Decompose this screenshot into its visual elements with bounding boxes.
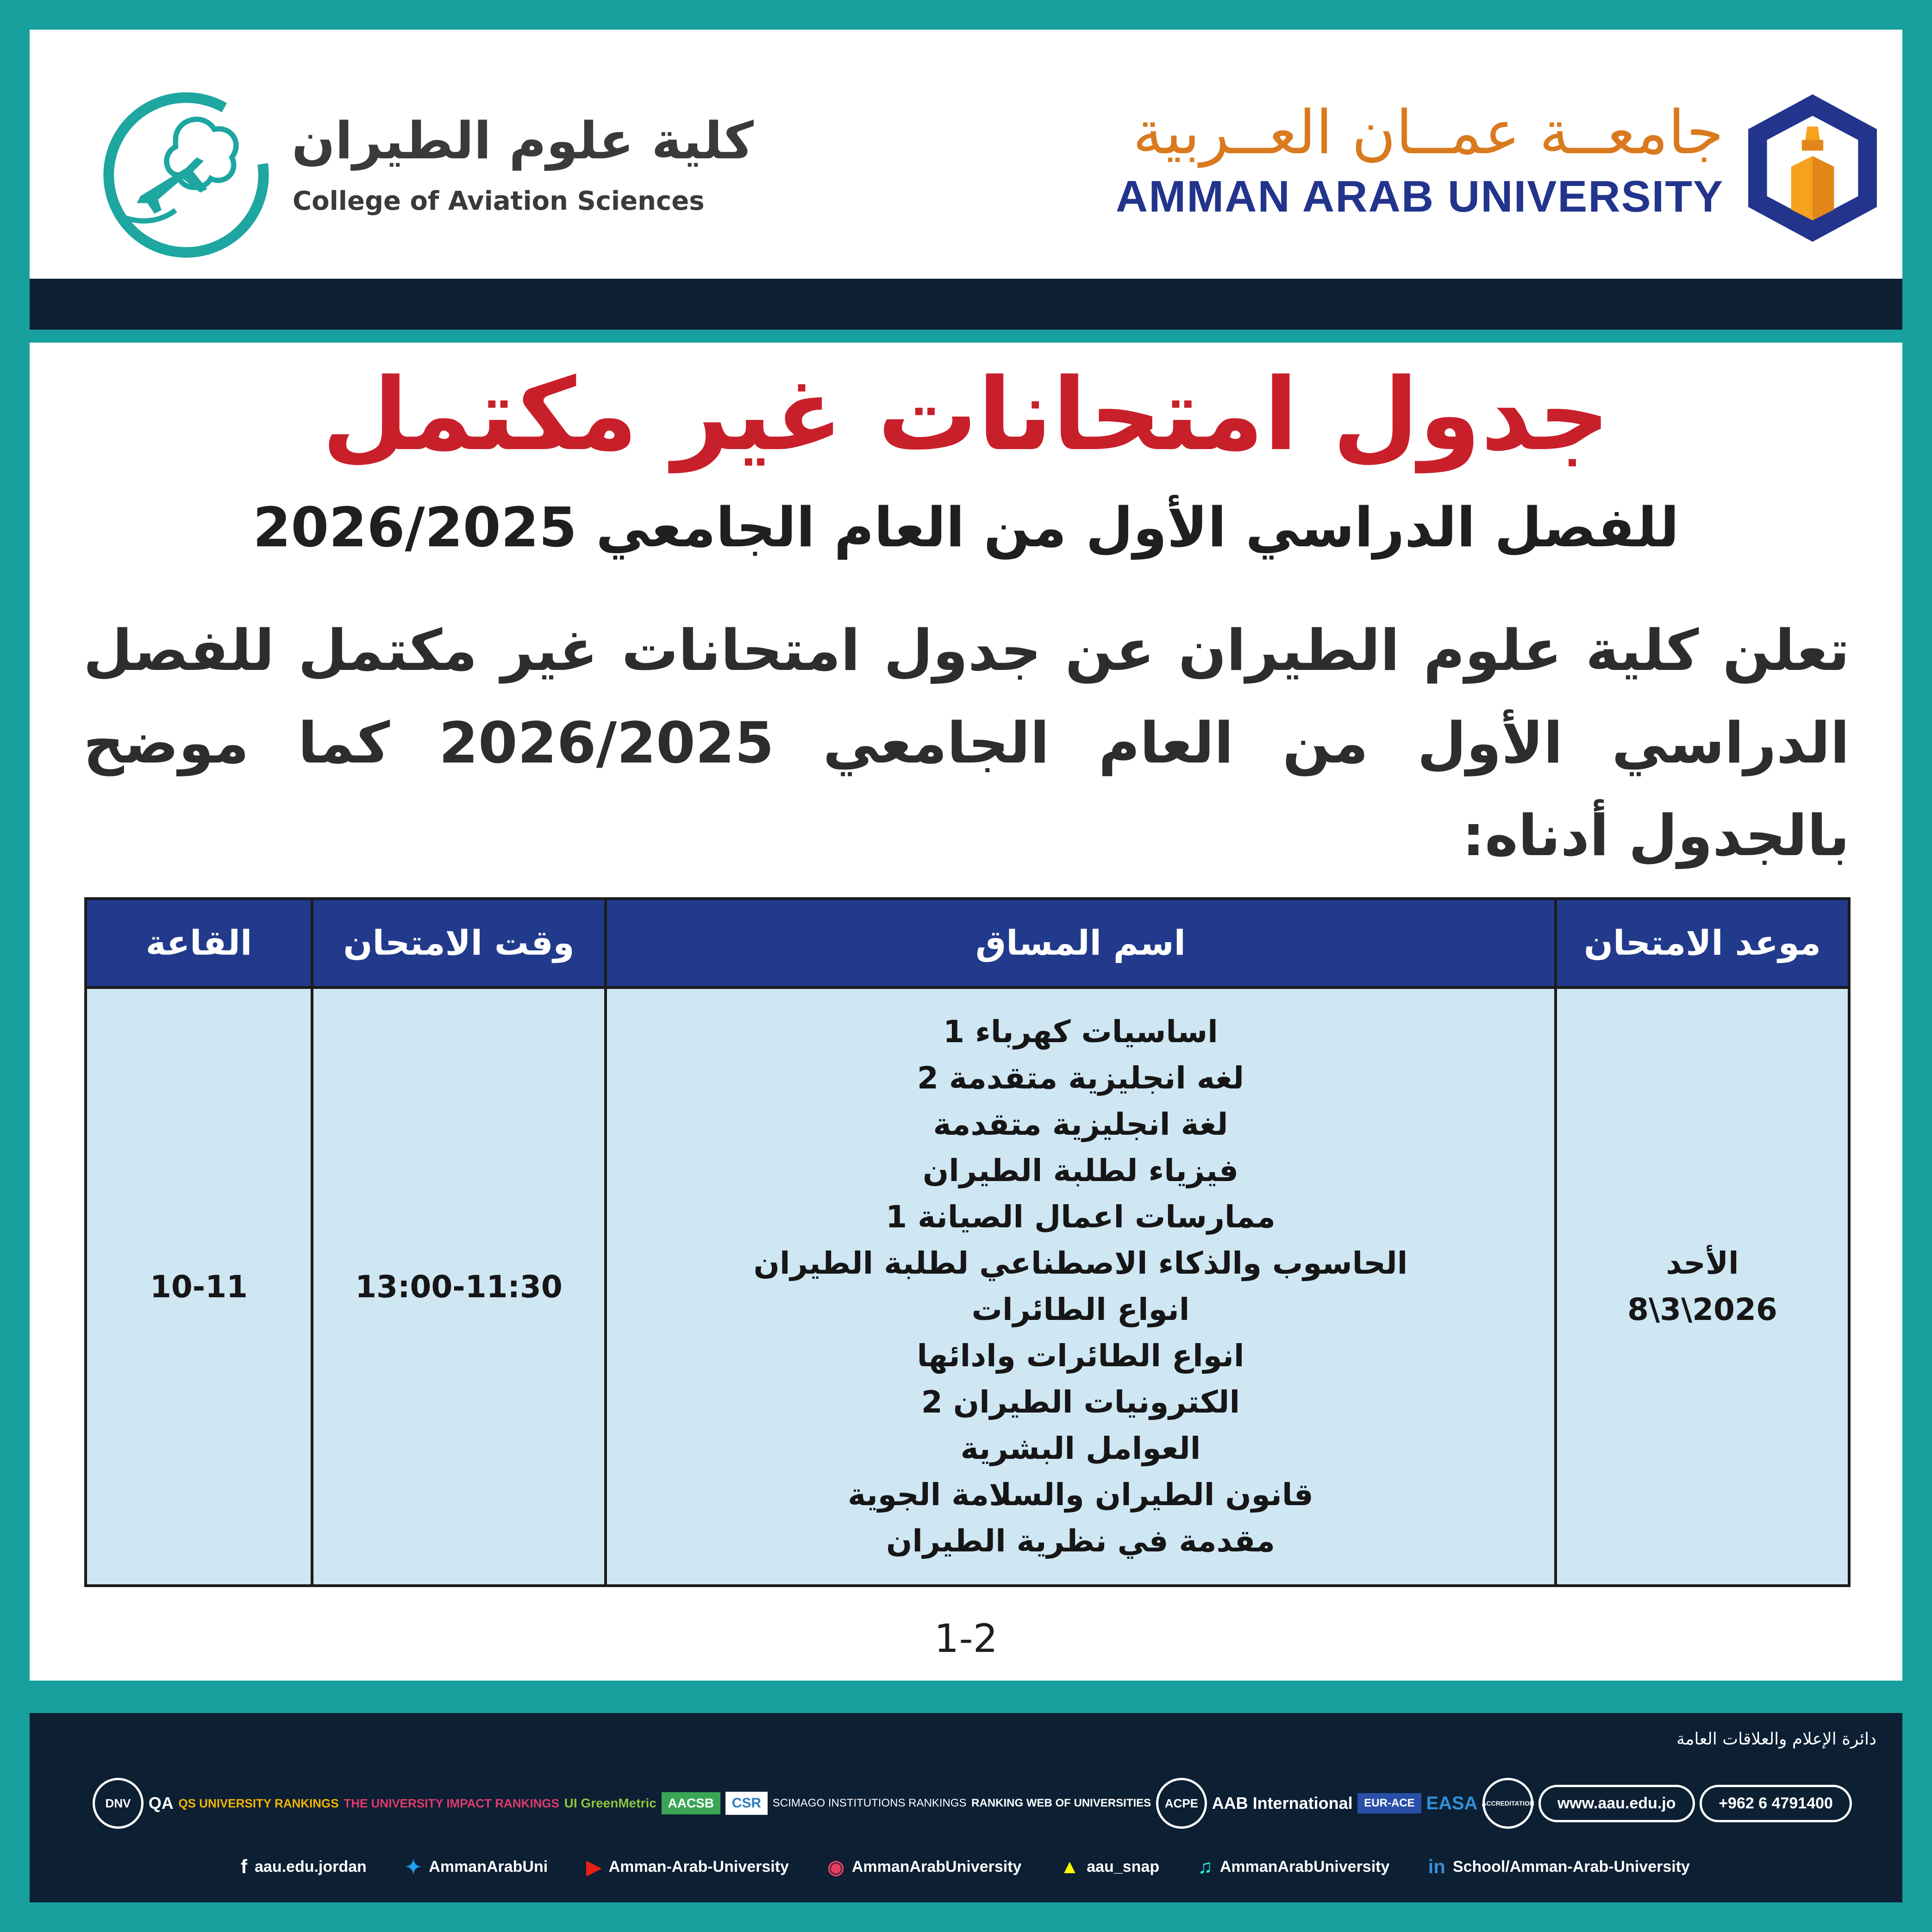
instagram-icon: ◉ (827, 1856, 844, 1878)
university-name-en: AMMAN ARAB UNIVERSITY (1115, 172, 1724, 221)
qs-rankings-badge: QS UNIVERSITY RANKINGS (178, 1796, 339, 1810)
exam-day: الأحد (1666, 1245, 1739, 1281)
aacsb-badge: AACSB (662, 1792, 721, 1814)
social-label: aau_snap (1087, 1857, 1160, 1876)
exam-time-cell: 13:00-11:30 (312, 988, 606, 1586)
college-logo-icon (98, 87, 274, 263)
course-list-cell (606, 988, 1556, 1586)
social-snapchat[interactable] (1060, 1856, 1159, 1878)
course-item: انواع الطائرات وادائها (917, 1338, 1244, 1374)
header-exam-time: وقت الامتحان (312, 899, 606, 988)
social-facebook[interactable] (241, 1856, 367, 1878)
department-label: دائرة الإعلام والعلاقات العامة (1676, 1730, 1876, 1749)
linkedin-icon: in (1428, 1856, 1445, 1877)
tiktok-icon: ♫ (1198, 1856, 1213, 1877)
page-number: 1-2 (934, 1616, 998, 1661)
header-exam-date: موعد الامتحان (1556, 899, 1849, 988)
website-link[interactable]: www.aau.edu.jo (1538, 1785, 1695, 1822)
twitter-icon: ✦ (405, 1856, 422, 1878)
course-item: ممارسات اعمال الصيانة 1 (886, 1199, 1275, 1235)
facebook-icon: f (241, 1856, 247, 1877)
youtube-icon: ▶ (586, 1856, 601, 1878)
room-cell: 10-11 (86, 988, 312, 1586)
greenmetric-badge: UI GreenMetric (564, 1796, 657, 1810)
college-name-ar: كلية علوم الطيران (292, 111, 754, 170)
course-item: مقدمة في نظرية الطيران (886, 1523, 1275, 1559)
phone-number[interactable]: +962 6 4791400 (1700, 1785, 1852, 1822)
social-tiktok[interactable] (1198, 1856, 1389, 1878)
the-impact-rankings-badge: THE UNIVERSITY IMPACT RANKINGS (344, 1796, 559, 1810)
header-band (30, 279, 1902, 330)
header-course-name: اسم المساق (606, 899, 1556, 988)
table-header-row (86, 899, 1849, 988)
acpe-badge: ACPE (1156, 1778, 1207, 1829)
eur-ace-badge: EUR-ACE (1357, 1793, 1421, 1813)
course-item: انواع الطائرات (971, 1292, 1190, 1327)
course-item: قانون الطيران والسلامة الجوية (848, 1477, 1313, 1513)
dnv-badge: DNV (93, 1778, 144, 1829)
social-label: AmmanArabUniversity (851, 1857, 1022, 1876)
course-item: لغه انجليزية متقدمة 2 (917, 1060, 1244, 1096)
social-label: aau.edu.jordan (255, 1857, 367, 1876)
course-item: فيزياء لطلبة الطيران (922, 1153, 1239, 1188)
social-youtube[interactable] (586, 1856, 789, 1878)
social-linkedin[interactable] (1428, 1856, 1690, 1878)
social-instagram[interactable] (827, 1856, 1021, 1878)
course-item: العوامل البشرية (960, 1431, 1201, 1466)
social-links (241, 1848, 1690, 1885)
course-item: الكترونيات الطيران 2 (921, 1384, 1240, 1420)
csr-badge: CSR (725, 1792, 768, 1815)
scimago-badge: SCIMAGO INSTITUTIONS RANKINGS (772, 1797, 967, 1809)
ranking-web-badge: RANKING WEB OF UNIVERSITIES (971, 1797, 1151, 1809)
course-item: الحاسوب والذكاء الاصطناعي لطلبة الطيران (753, 1245, 1408, 1281)
social-label: AmmanArabUniversity (1219, 1857, 1390, 1876)
course-item: اساسيات كهرباء 1 (943, 1014, 1218, 1050)
social-label: Amman-Arab-University (608, 1857, 789, 1876)
table-row (86, 988, 1849, 1586)
announcement-text: تعلن كلية علوم الطيران عن جدول امتحانات غير مكتمل للفصل الدراسي الأول من العام الجامعي 2026/2025 كما موضح بالجدول أدناه: (83, 618, 1850, 869)
college-name-en: College of Aviation Sciences (293, 186, 705, 216)
page-title: جدول امتحانات غير مكتمل (322, 356, 1610, 473)
snapchat-icon: ▲ (1060, 1856, 1080, 1877)
social-twitter[interactable] (405, 1856, 548, 1878)
course-item: لغة انجليزية متقدمة (933, 1107, 1228, 1142)
exam-date: 2026\3\8 (1627, 1292, 1777, 1327)
accreditation-badges (93, 1773, 1852, 1833)
social-label: AmmanArabUni (429, 1857, 548, 1876)
page-subtitle: للفصل الدراسي الأول من العام الجامعي 2026/2025 (253, 495, 1679, 559)
social-label: School/Amman-Arab-University (1452, 1857, 1690, 1876)
accreditation-badge: ACCREDITATION (1482, 1778, 1533, 1829)
qa-badge: QA (148, 1794, 174, 1813)
header-room: القاعة (86, 899, 312, 988)
aab-international-badge: AAB International (1212, 1794, 1353, 1813)
exam-date-cell (1556, 988, 1849, 1586)
university-name-ar: جامعــة عمــان العــربية (1132, 97, 1724, 168)
exam-schedule-table (84, 897, 1851, 1587)
easa-badge: EASA (1426, 1793, 1478, 1813)
university-logo-icon (1745, 92, 1880, 244)
